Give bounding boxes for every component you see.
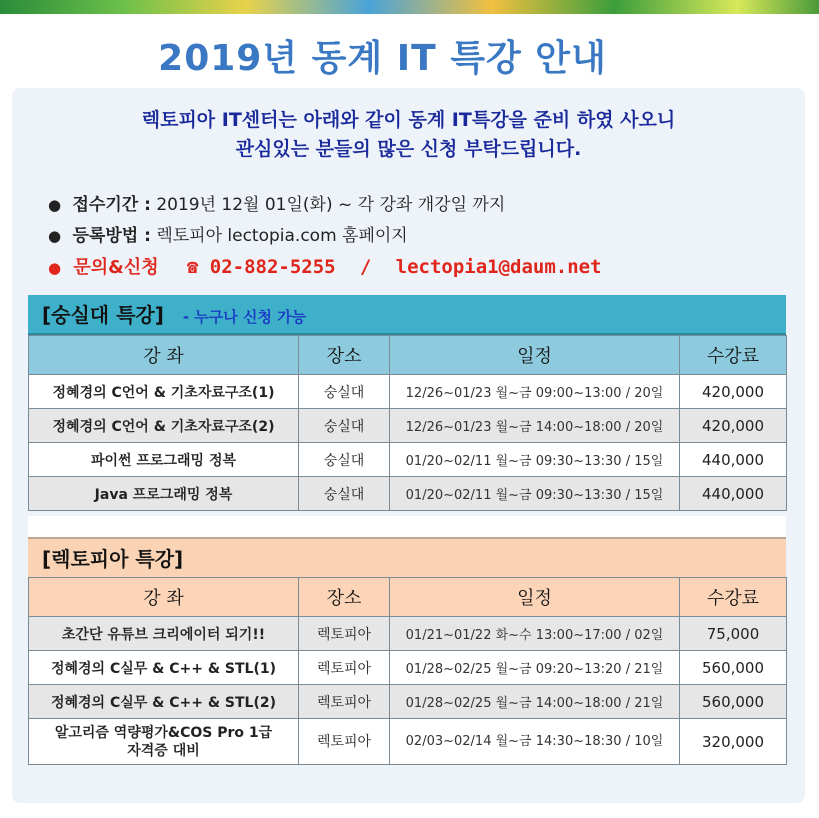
course-name — [29, 719, 299, 765]
course-fee: 75,000 — [680, 617, 787, 651]
course-place: 렉토피아 — [299, 651, 390, 685]
course-place: 렉토피아 — [299, 685, 390, 719]
table-row — [29, 375, 787, 409]
intro-text — [12, 106, 805, 164]
info-period — [48, 190, 505, 215]
course-name: 초간단 유튜브 크리에이터 되기!! — [29, 617, 299, 651]
table-row — [29, 651, 787, 685]
course-fee: 320,000 — [680, 719, 787, 765]
bullet-icon: ● — [48, 259, 62, 277]
header-schedule: 일정 — [390, 336, 680, 375]
period-value: 2019년 12월 01일(화) ~ 각 강좌 개강일 까지 — [156, 195, 506, 215]
header-course: 강 좌 — [29, 578, 299, 617]
table-row — [29, 685, 787, 719]
method-value: 렉토피아 lectopia.com 홈페이지 — [156, 226, 408, 246]
table-header-row — [29, 578, 787, 617]
header-fee: 수강료 — [680, 336, 787, 375]
course-fee: 440,000 — [680, 477, 787, 511]
course-place: 숭실대 — [299, 375, 390, 409]
contact-email: lectopia1@daum.net — [395, 256, 602, 278]
info-contact — [48, 253, 602, 279]
section-title: [렉토피아 특강] — [42, 547, 184, 571]
course-fee: 440,000 — [680, 443, 787, 477]
course-table — [28, 577, 787, 765]
course-fee: 560,000 — [680, 651, 787, 685]
header-fee: 수강료 — [680, 578, 787, 617]
period-label: 접수기간 : — [72, 195, 151, 215]
course-name: 정혜경의 C언어 & 기초자료구조(1) — [29, 375, 299, 409]
course-place: 숭실대 — [299, 477, 390, 511]
section-gap — [28, 516, 786, 537]
course-place: 숭실대 — [299, 443, 390, 477]
contact-label: 문의&신청 — [73, 257, 159, 278]
course-fee: 420,000 — [680, 375, 787, 409]
section-note: - 누구나 신청 가능 — [182, 308, 307, 326]
course-place: 렉토피아 — [299, 719, 390, 765]
top-decorative-banner — [0, 0, 819, 14]
table-row — [29, 617, 787, 651]
course-fee: 560,000 — [680, 685, 787, 719]
header-schedule: 일정 — [390, 578, 680, 617]
course-schedule: 01/20~02/11 월~금 09:30~13:30 / 15일 — [390, 477, 680, 511]
method-label: 등록방법 : — [72, 226, 151, 246]
table-row — [29, 409, 787, 443]
table-header-row — [29, 336, 787, 375]
course-fee: 420,000 — [680, 409, 787, 443]
header-course: 강 좌 — [29, 336, 299, 375]
course-schedule: 12/26~01/23 월~금 09:00~13:00 / 20일 — [390, 375, 680, 409]
course-place: 렉토피아 — [299, 617, 390, 651]
section-soongsil — [28, 295, 786, 511]
course-table — [28, 335, 787, 511]
info-method — [48, 221, 408, 246]
contact-separator: / — [359, 256, 372, 278]
course-schedule: 12/26~01/23 월~금 14:00~18:00 / 20일 — [390, 409, 680, 443]
course-schedule: 01/20~02/11 월~금 09:30~13:30 / 15일 — [390, 443, 680, 477]
course-schedule: 02/03~02/14 월~금 14:30~18:30 / 10일 — [390, 719, 680, 765]
course-name: 정혜경의 C언어 & 기초자료구조(2) — [29, 409, 299, 443]
course-place: 숭실대 — [299, 409, 390, 443]
header-place: 장소 — [299, 336, 390, 375]
course-schedule: 01/21~01/22 화~수 13:00~17:00 / 02일 — [390, 617, 680, 651]
section-lectopia — [28, 537, 786, 765]
section-header — [28, 295, 786, 335]
course-name: 정혜경의 C실무 & C++ & STL(2) — [29, 685, 299, 719]
intro-line-1: 렉토피아 IT센터는 아래와 같이 동계 IT특강을 준비 하였 사오니 — [141, 109, 676, 131]
section-title: [숭실대 특강] — [42, 303, 164, 327]
intro-line-2: 관심있는 분들의 많은 신청 부탁드립니다. — [235, 138, 582, 160]
bullet-icon: ● — [48, 227, 62, 245]
contact-phone: ☎ 02-882-5255 — [186, 256, 336, 278]
course-schedule: 01/28~02/25 월~금 14:00~18:00 / 21일 — [390, 685, 680, 719]
course-name: Java 프로그래밍 정복 — [29, 477, 299, 511]
table-row — [29, 477, 787, 511]
course-name-line-1: 알고리즘 역량평가&COS Pro 1급 — [54, 724, 273, 741]
table-row — [29, 443, 787, 477]
header-place: 장소 — [299, 578, 390, 617]
table-row — [29, 719, 787, 765]
page-title: 2019년 동계 IT 특강 안내 — [158, 38, 607, 79]
bullet-icon: ● — [48, 196, 62, 214]
section-header — [28, 537, 786, 577]
course-schedule: 01/28~02/25 월~금 09:20~13:20 / 21일 — [390, 651, 680, 685]
course-name: 정혜경의 C실무 & C++ & STL(1) — [29, 651, 299, 685]
course-name-line-2: 자격증 대비 — [127, 742, 200, 759]
course-name: 파이썬 프로그래밍 정복 — [29, 443, 299, 477]
